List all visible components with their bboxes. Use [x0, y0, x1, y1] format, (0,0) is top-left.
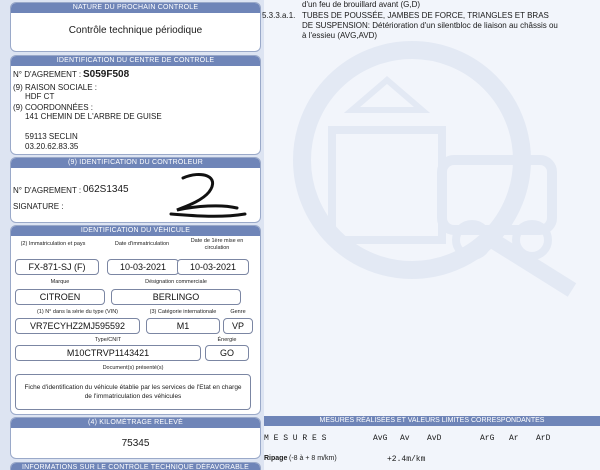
nature-box	[10, 2, 261, 52]
signature-icon	[141, 170, 251, 220]
centre-phone: 03.20.62.83.35	[25, 142, 79, 151]
energie-field: GO	[205, 345, 249, 361]
centre-address-line2: 59113 SECLIN	[25, 132, 78, 141]
col-arg: ArG	[480, 434, 495, 443]
centre-coord-label: (9) COORDONNÉES :	[13, 103, 94, 112]
designation-label: Désignation commerciale	[145, 279, 207, 285]
defaut-description: : Détérioration d'un silentbloc de liaison au châssis ou à l'essieu (AVG,AVD)	[302, 21, 558, 40]
controleur-agrement-label: N° D'AGREMENT :	[13, 186, 82, 195]
col-avg: AvG	[373, 434, 388, 443]
mesures-label: M E S U R E S	[264, 434, 327, 443]
centre-address-line1: 141 CHEMIN DE L'ARBRE DE GUISE	[25, 112, 162, 121]
nature-value: Contrôle technique périodique	[68, 25, 203, 36]
nature-header: NATURE DU PROCHAIN CONTROLE	[11, 3, 260, 13]
kilometrage-value: 75345	[121, 438, 150, 449]
kilometrage-box	[10, 417, 261, 459]
documents-label: Document(s) présenté(s)	[102, 365, 164, 371]
col-av: Av	[400, 434, 410, 443]
categorie-field: M1	[146, 318, 220, 334]
type-field: M10CTRVP1143421	[15, 345, 201, 361]
vin-label: (1) N° dans la série du type (VIN)	[36, 309, 119, 315]
col-avd: AvD	[427, 434, 442, 443]
immat-label: (2) Immatriculation et pays	[20, 241, 86, 247]
designation-field: BERLINGO	[111, 289, 241, 305]
kilometrage-header: (4) KILOMÉTRAGE RELEVÉ	[11, 418, 260, 428]
controleur-signature-label: SIGNATURE :	[13, 202, 64, 211]
energie-label: Énergie	[217, 337, 237, 343]
genre-field: VP	[223, 318, 253, 334]
date-premiere-field: 10-03-2021	[177, 259, 249, 275]
vin-field: VR7ECYHZ2MJ595592	[15, 318, 140, 334]
infos-box	[10, 462, 261, 470]
col-ard: ArD	[536, 434, 551, 443]
date-premiere-label: Date de 1ère mise en circulation	[190, 238, 244, 251]
immat-field: FX-871-SJ (F)	[15, 259, 99, 275]
ripage-range: (-8 à + 8 m/km)	[289, 455, 337, 462]
centre-raison-value: HDF CT	[25, 92, 55, 101]
watermark-car-icon	[292, 40, 592, 300]
documents-field	[15, 374, 251, 410]
documents-value: Fiche d'identification du véhicule établie par les services de l'Etat en charge de l'immatriculation des véhicules	[24, 384, 242, 400]
centre-agrement-label: N° D'AGREMENT :	[13, 70, 82, 79]
centre-box	[10, 55, 261, 155]
defaut-line-top: d'un feu de brouillard avant (G,D)	[302, 0, 421, 9]
centre-agrement-value: S059F508	[83, 69, 130, 80]
ripage-value: +2.4m/km	[387, 455, 426, 464]
infos-header: INFORMATIONS SUR LE CONTRÔLE TECHNIQUE DÉFAVORABLE	[11, 463, 260, 470]
controleur-box	[10, 157, 261, 223]
mesures-header: MESURES RÉALISÉES ET VALEURS LIMITES CORRESPONDANTES	[264, 416, 600, 426]
marque-label: Marque	[50, 279, 70, 285]
marque-field: CITROEN	[15, 289, 105, 305]
vehicule-header: IDENTIFICATION DU VÉHICULE	[11, 226, 260, 236]
date-immat-field: 10-03-2021	[107, 259, 179, 275]
categorie-label: (3) Catégorie internationale	[149, 309, 217, 315]
defaut-code: 5.3.3.a.1.	[262, 11, 296, 20]
genre-label: Genre	[230, 309, 246, 315]
type-label: Type/CNIT	[94, 337, 122, 343]
centre-header: IDENTIFICATION DU CENTRE DE CONTRÔLE	[11, 56, 260, 66]
centre-raison-label: (9) RAISON SOCIALE :	[13, 83, 98, 92]
controleur-header: (9) IDENTIFICATION DU CONTRÔLEUR	[11, 158, 260, 168]
col-ar: Ar	[509, 434, 519, 443]
ripage-label: Ripage	[264, 455, 288, 462]
defaut-title: TUBES DE POUSSÉE, JAMBES DE FORCE, TRIANGLES ET BRAS DE SUSPENSION	[302, 11, 549, 30]
vehicule-box	[10, 225, 261, 415]
defaut-text	[302, 11, 562, 41]
controleur-agrement-value: 062S1345	[83, 184, 129, 195]
date-immat-label: Date d'immatriculation	[114, 241, 170, 247]
